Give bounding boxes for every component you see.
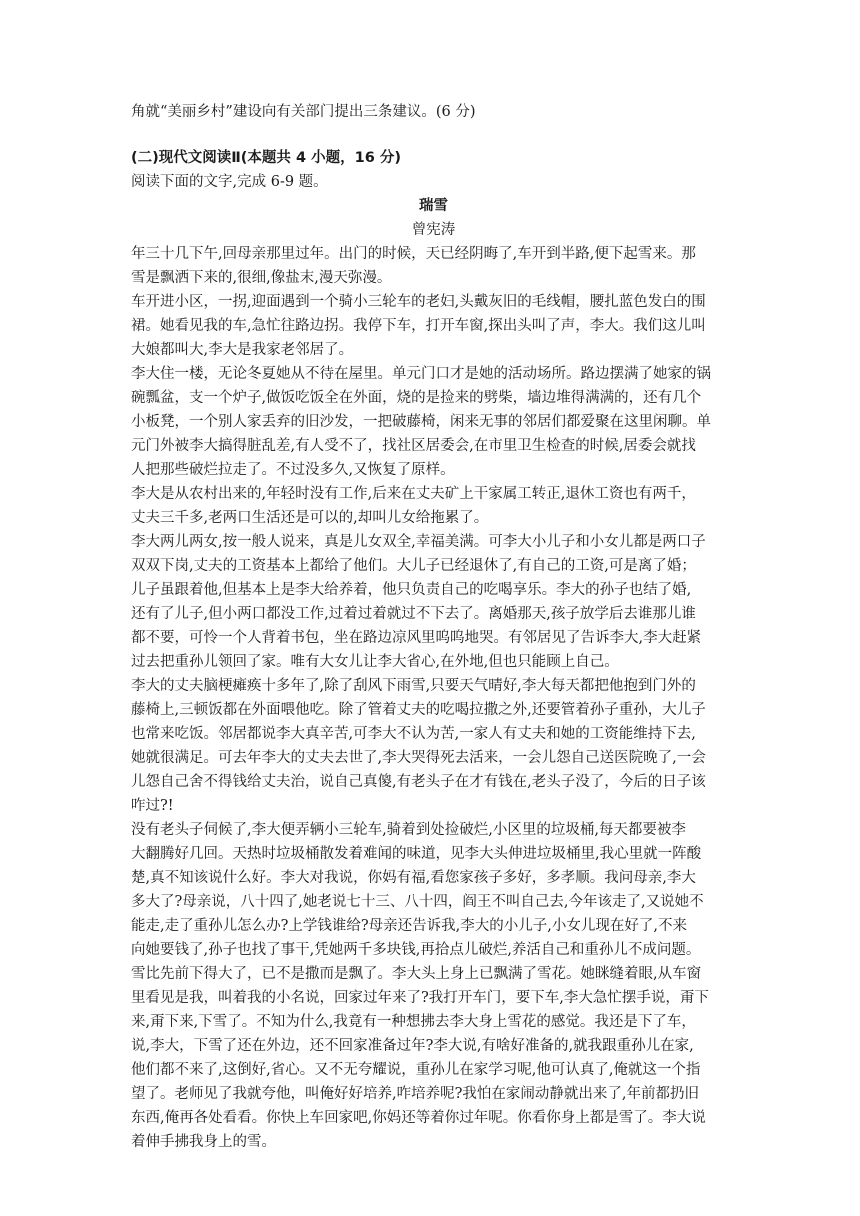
- text-line: 年三十几下午,回母亲那里过年。出门的时候，天已经阴晦了,车开到半路,便下起雪来。那: [131, 246, 696, 262]
- text-line: 人把那些破烂拉走了。不过没多久,又恢复了原样。: [131, 462, 455, 478]
- text-line: 她就很满足。可去年李大的丈夫去世了,李大哭得死去活来，一会儿怨自己送医院晚了,一会: [131, 750, 706, 766]
- text-line: 多大了?母亲说，八十四了,她老说七十三、八十四，阎王不叫自己去,今年该走了,又说她不: [131, 894, 704, 910]
- document-page: [131, 100, 736, 1154]
- text-line: 藤椅上,三顿饭都在外面喂他吃。除了管着丈夫的吃喝拉撒之外,还要管着孙子重孙，大儿子: [131, 702, 706, 718]
- article-author: 曾宪涛: [411, 222, 456, 238]
- text-line: 来,甭下来,下雪了。不知为什么,我竟有一种想拂去李大身上雪花的感觉。我还是下了车，: [131, 1014, 696, 1030]
- text-line: 都不要，可怜一个人背着书包，坐在路边凉风里呜呜地哭。有邻居见了告诉李大,李大赶紧: [131, 630, 702, 646]
- text-line: 元门外被李大搞得脏乱差,有人受不了，找社区居委会,在市里卫生检查的时候,居委会就找: [131, 438, 696, 454]
- article-body: [131, 242, 736, 1154]
- text-line: 向她要钱了,孙子也找了事干,凭她两千多块钱,再拾点儿破烂,养活自己和重孙儿不成问题。: [131, 942, 701, 958]
- paragraph: [131, 962, 736, 1154]
- text-line: 儿怨自己舍不得钱给丈夫治，说自己真傻,有老头子在才有钱在,老头子没了，今后的日子该: [131, 774, 706, 790]
- text-line: 楚,真不知该说什么好。李大对我说，你妈有福,看您家孩子多好，多孝顺。我问母亲,李大: [131, 870, 696, 886]
- text-line: 李大的丈夫脑梗瘫痪十多年了,除了刮风下雨雪,只要天气晴好,李大每天都把他抱到门外的: [131, 678, 696, 694]
- text-line: 雪是飘洒下来的,很细,像盐末,漫天弥漫。: [131, 270, 392, 286]
- text-line: 裙。她看见我的车,急忙往路边拐。我停下车，打开车窗,探出头叫了声，李大。我们这儿叫: [131, 318, 706, 334]
- text-line: 大娘都叫大,李大是我家老邻居了。: [131, 342, 354, 358]
- text-line: 雪比先前下得大了，已不是撒而是飘了。李大头上身上已飘满了雪花。她眯缝着眼,从车窗: [131, 966, 702, 982]
- question-tail: 角就“美丽乡村”建设向有关部门提出三条建议。(6 分): [131, 104, 476, 120]
- text-line: 丈夫三千多,老两口生活还是可以的,却叫儿女给拖累了。: [131, 510, 489, 526]
- text-line: 李大是从农村出来的,年轻时没有工作,后来在丈夫矿上干家属工转正,退休工资也有两千，: [131, 486, 696, 502]
- paragraph: [131, 362, 736, 482]
- text-line: 着伸手拂我身上的雪。: [131, 1134, 276, 1150]
- spacer: [131, 124, 736, 146]
- text-line: 咋过?!: [131, 798, 174, 814]
- paragraph: [131, 242, 736, 290]
- section-heading: (二)现代文阅读Ⅱ(本题共 4 小题，16 分): [131, 150, 401, 166]
- text-line: 说,李大，下雪了还在外边，还不回家准备过年?李大说,有啥好准备的,就我跟重孙儿在家,: [131, 1038, 694, 1054]
- text-line: 没有老头子伺候了,李大便弄辆小三轮车,骑着到处捡破烂,小区里的垃圾桶,每天都要被李: [131, 822, 686, 838]
- text-line: 他们都不来了,这倒好,省心。又不无夸耀说，重孙儿在家学习呢,他可认真了,俺就这一个指: [131, 1062, 701, 1078]
- text-line: 小板凳，一个别人家丢弃的旧沙发，一把破藤椅，闲来无事的邻居们都爱聚在这里闲聊。单: [131, 414, 711, 430]
- text-line: 李大住一楼，无论冬夏她从不待在屋里。单元门口才是她的活动场所。路边摆满了她家的锅: [131, 366, 711, 382]
- paragraph: [131, 674, 736, 818]
- article-title: 瑞雪: [419, 198, 448, 214]
- text-line: 车开进小区，一拐,迎面遇到一个骑小三轮车的老妇,头戴灰旧的毛线帽，腰扎蓝色发白的围: [131, 294, 706, 310]
- text-line: 过去把重孙儿领回了家。唯有大女儿让李大省心,在外地,但也只能顾上自己。: [131, 654, 619, 670]
- text-line: 儿子虽跟着他,但基本上是李大给养着，他只负责自己的吃喝享乐。李大的孙子也结了婚,: [131, 582, 692, 598]
- text-line: 还有了儿子,但小两口都没工作,过着过着就过不下去了。离婚那天,孩子放学后去谁那儿谁: [131, 606, 696, 622]
- text-line: 也常来吃饭。邻居都说李大真辛苦,可李大不认为苦,一家人有丈夫和她的工资能维持下去,: [131, 726, 696, 742]
- section-instruction: 阅读下面的文字,完成 6-9 题。: [131, 174, 328, 190]
- paragraph: [131, 482, 736, 530]
- text-line: 能走,走了重孙儿怎么办?上学钱谁给?母亲还告诉我,李大的小儿子,小女儿现在好了,不来: [131, 918, 687, 934]
- text-line: 望了。老师见了我就夸他，叫俺好好培养,咋培养呢?我怕在家闹动静就出来了,年前都扔旧: [131, 1086, 699, 1102]
- text-line: 里看见是我，叫着我的小名说，回家过年来了?我打开车门，要下车,李大急忙摆手说，甭下: [131, 990, 709, 1006]
- paragraph: [131, 290, 736, 362]
- text-line: 双双下岗,丈夫的工资基本上都给了他们。大儿子已经退休了,有自己的工资,可是离了婚；: [131, 558, 696, 574]
- text-line: 碗瓢盆，支一个炉子,做饭吃饭全在外面，烧的是捡来的劈柴，墙边堆得满满的，还有几个: [131, 390, 702, 406]
- text-line: 东西,俺再各处看看。你快上车回家吧,你妈还等着你过年呢。你看你身上都是雪了。李大说: [131, 1110, 706, 1126]
- paragraph: [131, 818, 736, 962]
- text-line: 大翻腾好几回。天热时垃圾桶散发着难闻的味道，见李大头伸进垃圾桶里,我心里就一阵酸: [131, 846, 702, 862]
- paragraph: [131, 530, 736, 674]
- text-line: 李大两儿两女,按一般人说来，真是儿女双全,幸福美满。可李大小儿子和小女儿都是两口子: [131, 534, 706, 550]
